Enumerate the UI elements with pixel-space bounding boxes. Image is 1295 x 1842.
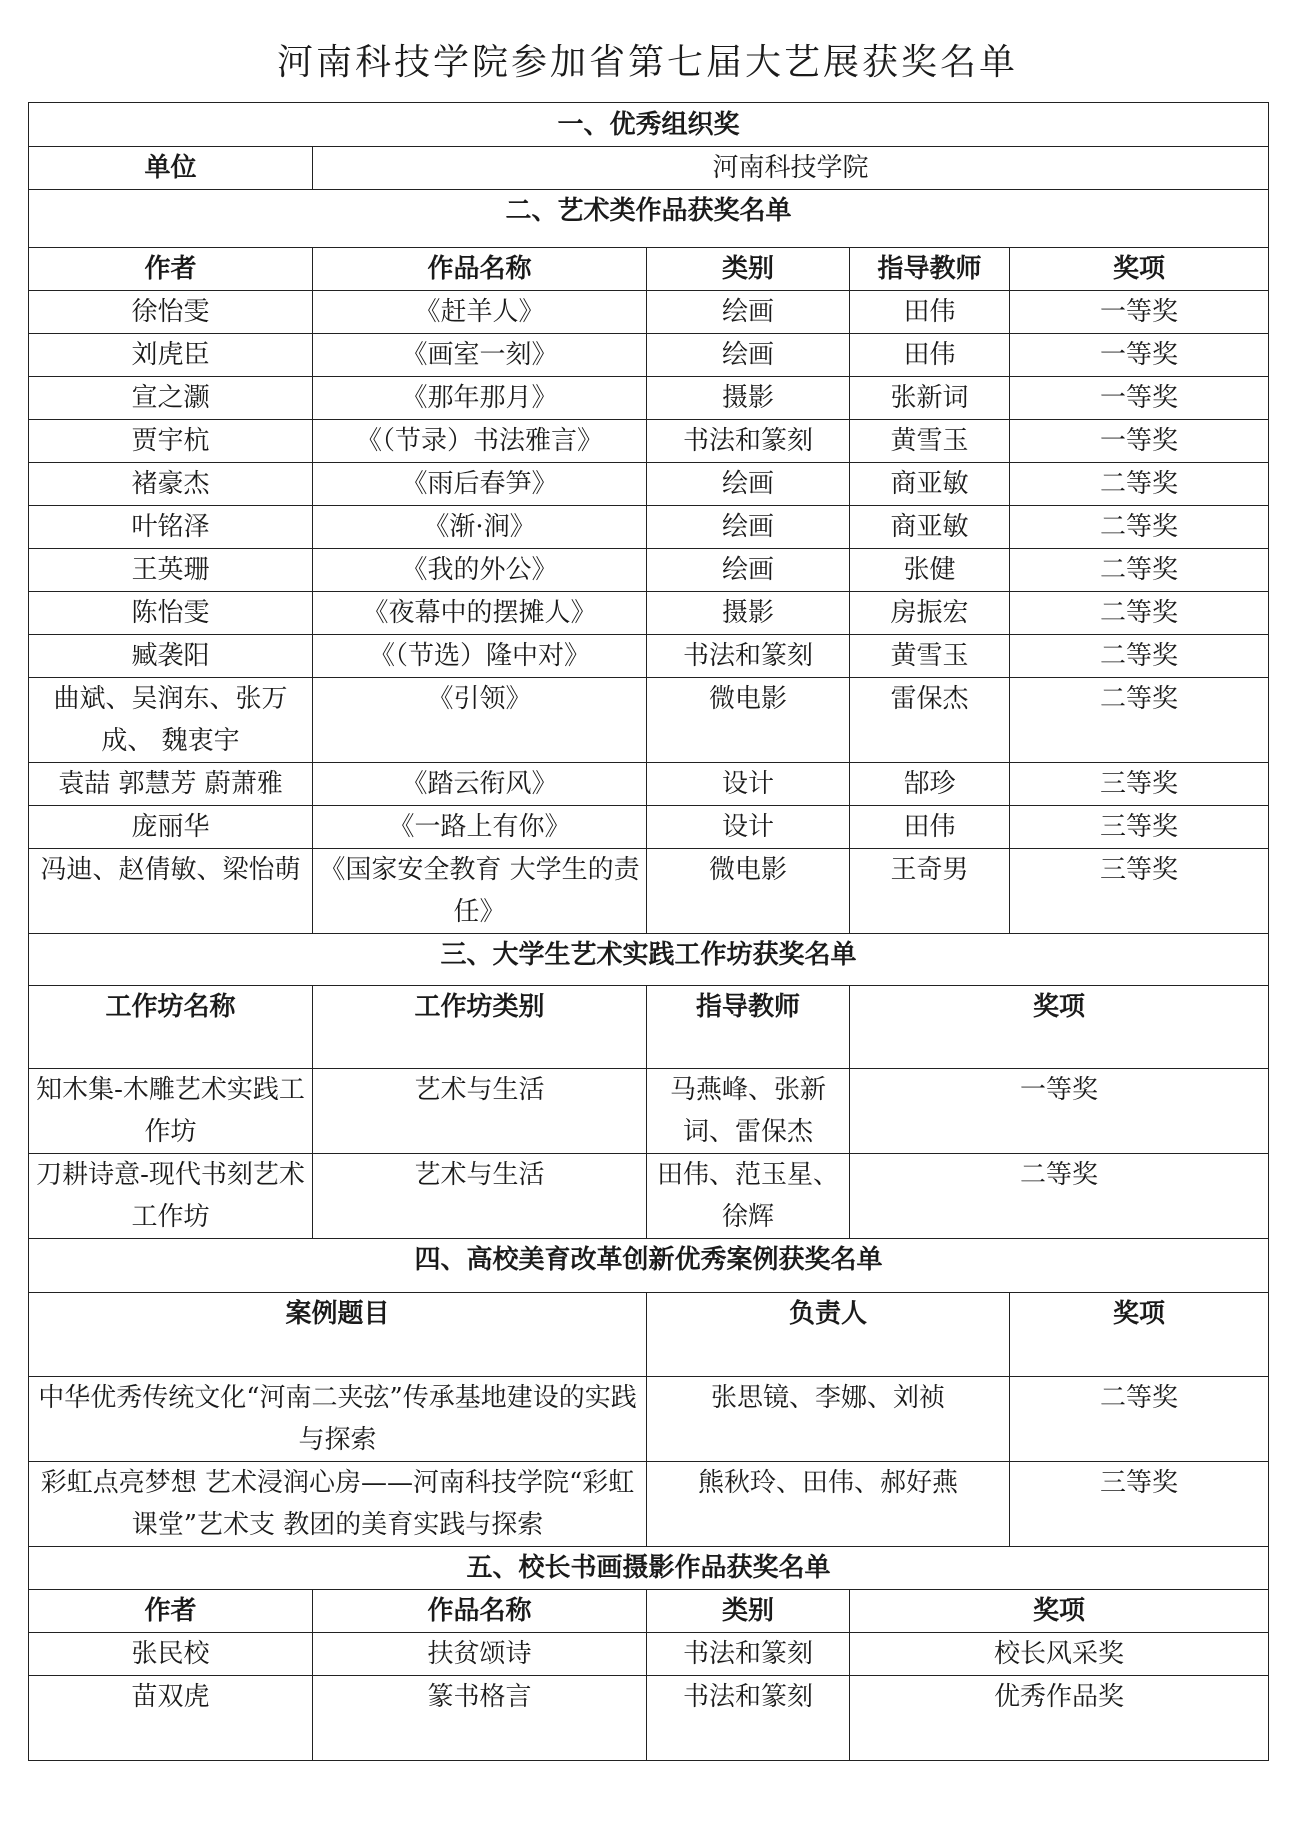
cell: 《一路上有你》 bbox=[313, 806, 647, 849]
cell: 微电影 bbox=[647, 678, 850, 763]
cell: 篆书格言 bbox=[313, 1676, 647, 1761]
table-row bbox=[29, 1676, 1269, 1761]
cell: 黄雪玉 bbox=[850, 420, 1010, 463]
unit-label: 单位 bbox=[29, 147, 313, 190]
cell: 一等奖 bbox=[1010, 291, 1269, 334]
table-row bbox=[29, 1069, 1269, 1154]
section-heading: 三、大学生艺术实践工作坊获奖名单 bbox=[29, 934, 1269, 986]
column-header: 奖项 bbox=[850, 1590, 1269, 1633]
cell: 书法和篆刻 bbox=[647, 635, 850, 678]
column-header: 奖项 bbox=[850, 986, 1269, 1069]
cell: 摄影 bbox=[647, 592, 850, 635]
cell: 中华优秀传统文化“河南二夹弦”传承基地建设的实践与探索 bbox=[29, 1377, 647, 1462]
cell: 《我的外公》 bbox=[313, 549, 647, 592]
cell: 校长风采奖 bbox=[850, 1633, 1269, 1676]
award-table bbox=[28, 102, 1269, 1761]
cell: 《赶羊人》 bbox=[313, 291, 647, 334]
table-row bbox=[29, 334, 1269, 377]
cell: 张民校 bbox=[29, 1633, 313, 1676]
cell: 绘画 bbox=[647, 334, 850, 377]
column-header: 指导教师 bbox=[850, 248, 1010, 291]
table-row bbox=[29, 1377, 1269, 1462]
cell: 马燕峰、张新词、雷保杰 bbox=[647, 1069, 850, 1154]
cell: 《渐·涧》 bbox=[313, 506, 647, 549]
cell: 叶铭泽 bbox=[29, 506, 313, 549]
cell: 一等奖 bbox=[1010, 377, 1269, 420]
cell: 设计 bbox=[647, 806, 850, 849]
cell: 熊秋玲、田伟、郝好燕 bbox=[647, 1462, 1010, 1547]
cell: 曲斌、吴润东、张万成、 魏衷宇 bbox=[29, 678, 313, 763]
cell: 绘画 bbox=[647, 549, 850, 592]
cell: 绘画 bbox=[647, 463, 850, 506]
cell: 二等奖 bbox=[1010, 463, 1269, 506]
cell: 王奇男 bbox=[850, 849, 1010, 934]
column-header: 作者 bbox=[29, 248, 313, 291]
section-heading: 五、校长书画摄影作品获奖名单 bbox=[29, 1547, 1269, 1590]
cell: 扶贫颂诗 bbox=[313, 1633, 647, 1676]
cell: 优秀作品奖 bbox=[850, 1676, 1269, 1761]
page-title: 河南科技学院参加省第七届大艺展获奖名单 bbox=[276, 42, 1018, 83]
cell: 三等奖 bbox=[1010, 1462, 1269, 1547]
table-row bbox=[29, 1154, 1269, 1239]
table-row bbox=[29, 549, 1269, 592]
cell: 张健 bbox=[850, 549, 1010, 592]
table-row bbox=[29, 377, 1269, 420]
column-header: 工作坊类别 bbox=[313, 986, 647, 1069]
cell: 田伟 bbox=[850, 291, 1010, 334]
section-heading: 一、优秀组织奖 bbox=[29, 103, 1269, 147]
table-row bbox=[29, 678, 1269, 763]
table-row bbox=[29, 506, 1269, 549]
cell: 商亚敏 bbox=[850, 463, 1010, 506]
cell: 田伟 bbox=[850, 806, 1010, 849]
cell: 艺术与生活 bbox=[313, 1069, 647, 1154]
cell: 知木集-木雕艺术实践工作坊 bbox=[29, 1069, 313, 1154]
cell: 黄雪玉 bbox=[850, 635, 1010, 678]
cell: 陈怡雯 bbox=[29, 592, 313, 635]
cell: 《国家安全教育 大学生的责任》 bbox=[313, 849, 647, 934]
table-row bbox=[29, 849, 1269, 934]
cell: 摄影 bbox=[647, 377, 850, 420]
table-row bbox=[29, 763, 1269, 806]
column-header: 类别 bbox=[647, 248, 850, 291]
cell: 《踏云衔风》 bbox=[313, 763, 647, 806]
cell: 书法和篆刻 bbox=[647, 420, 850, 463]
column-header: 负责人 bbox=[647, 1293, 1010, 1377]
column-header: 作者 bbox=[29, 1590, 313, 1633]
unit-value: 河南科技学院 bbox=[313, 147, 1269, 190]
cell: 房振宏 bbox=[850, 592, 1010, 635]
cell: 一等奖 bbox=[1010, 420, 1269, 463]
cell: 微电影 bbox=[647, 849, 850, 934]
cell: 一等奖 bbox=[1010, 334, 1269, 377]
column-header: 作品名称 bbox=[313, 248, 647, 291]
cell: 书法和篆刻 bbox=[647, 1676, 850, 1761]
table-row bbox=[29, 463, 1269, 506]
cell: 苗双虎 bbox=[29, 1676, 313, 1761]
cell: 贾宇杭 bbox=[29, 420, 313, 463]
cell: 袁喆 郭慧芳 蔚萧雅 bbox=[29, 763, 313, 806]
section-heading: 四、高校美育改革创新优秀案例获奖名单 bbox=[29, 1239, 1269, 1293]
cell: 书法和篆刻 bbox=[647, 1633, 850, 1676]
table-row bbox=[29, 1633, 1269, 1676]
cell: 张思镜、李娜、刘祯 bbox=[647, 1377, 1010, 1462]
table-row bbox=[29, 635, 1269, 678]
cell: 设计 bbox=[647, 763, 850, 806]
column-header: 类别 bbox=[647, 1590, 850, 1633]
cell: 刀耕诗意-现代书刻艺术工作坊 bbox=[29, 1154, 313, 1239]
table-row bbox=[29, 592, 1269, 635]
cell: 《那年那月》 bbox=[313, 377, 647, 420]
cell: 田伟、范玉星、徐辉 bbox=[647, 1154, 850, 1239]
column-header: 奖项 bbox=[1010, 1293, 1269, 1377]
cell: 二等奖 bbox=[1010, 678, 1269, 763]
cell: 二等奖 bbox=[1010, 635, 1269, 678]
cell: 王英珊 bbox=[29, 549, 313, 592]
cell: 庞丽华 bbox=[29, 806, 313, 849]
cell: 二等奖 bbox=[1010, 1377, 1269, 1462]
cell: 《画室一刻》 bbox=[313, 334, 647, 377]
column-header: 工作坊名称 bbox=[29, 986, 313, 1069]
table-row bbox=[29, 1462, 1269, 1547]
cell: 郜珍 bbox=[850, 763, 1010, 806]
cell: 二等奖 bbox=[1010, 592, 1269, 635]
cell: 徐怡雯 bbox=[29, 291, 313, 334]
cell: 绘画 bbox=[647, 506, 850, 549]
cell: 田伟 bbox=[850, 334, 1010, 377]
column-header: 指导教师 bbox=[647, 986, 850, 1069]
section-heading: 二、艺术类作品获奖名单 bbox=[29, 190, 1269, 248]
cell: 二等奖 bbox=[1010, 506, 1269, 549]
cell: 三等奖 bbox=[1010, 849, 1269, 934]
cell: 彩虹点亮梦想 艺术浸润心房——河南科技学院“彩虹课堂”艺术支 教团的美育实践与探索 bbox=[29, 1462, 647, 1547]
cell: 宣之灏 bbox=[29, 377, 313, 420]
cell: 绘画 bbox=[647, 291, 850, 334]
column-header: 奖项 bbox=[1010, 248, 1269, 291]
cell: 刘虎臣 bbox=[29, 334, 313, 377]
cell: 二等奖 bbox=[1010, 549, 1269, 592]
cell: 艺术与生活 bbox=[313, 1154, 647, 1239]
cell: 商亚敏 bbox=[850, 506, 1010, 549]
table-row bbox=[29, 291, 1269, 334]
cell: 《夜幕中的摆摊人》 bbox=[313, 592, 647, 635]
table-row bbox=[29, 806, 1269, 849]
cell: 臧袭阳 bbox=[29, 635, 313, 678]
column-header: 作品名称 bbox=[313, 1590, 647, 1633]
cell: 一等奖 bbox=[850, 1069, 1269, 1154]
cell: 《雨后春笋》 bbox=[313, 463, 647, 506]
cell: 雷保杰 bbox=[850, 678, 1010, 763]
cell: 《（节选）隆中对》 bbox=[313, 635, 647, 678]
cell: 张新词 bbox=[850, 377, 1010, 420]
cell: 《（节录）书法雅言》 bbox=[313, 420, 647, 463]
cell: 三等奖 bbox=[1010, 763, 1269, 806]
cell: 褚豪杰 bbox=[29, 463, 313, 506]
cell: 《引领》 bbox=[313, 678, 647, 763]
cell: 二等奖 bbox=[850, 1154, 1269, 1239]
table-row bbox=[29, 420, 1269, 463]
column-header: 案例题目 bbox=[29, 1293, 647, 1377]
cell: 冯迪、赵倩敏、梁怡萌 bbox=[29, 849, 313, 934]
cell: 三等奖 bbox=[1010, 806, 1269, 849]
